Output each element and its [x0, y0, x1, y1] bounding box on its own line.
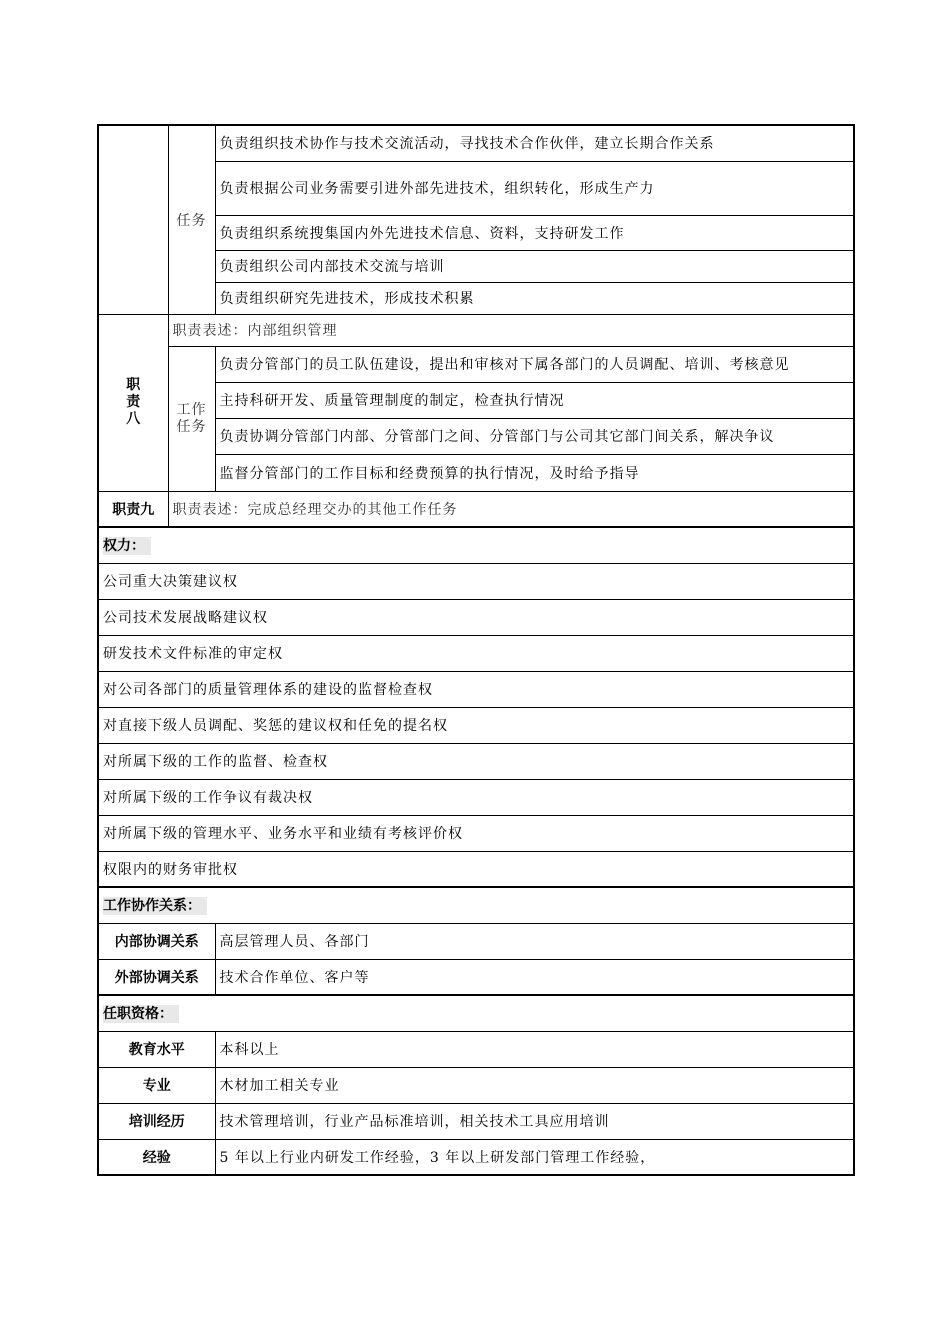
internal-relation-label: 内部协调关系	[98, 923, 215, 959]
job-description-document	[97, 124, 853, 1176]
qualification-value: 本科以上	[215, 1031, 854, 1067]
authority-item-row	[98, 599, 854, 635]
duty8-task-row	[98, 346, 854, 382]
authority-item: 公司重大决策建议权	[98, 563, 854, 599]
qualification-value: 5 年以上行业内研发工作经验，3 年以上研发部门管理工作经验，	[215, 1139, 854, 1175]
qualifications-header: 任职资格：	[103, 1005, 179, 1023]
duty8-label-char: 八	[126, 411, 141, 427]
authority-header-cell	[98, 527, 854, 563]
internal-relation-row	[98, 923, 854, 959]
duty9-label: 职责九	[98, 491, 168, 527]
prev-duty-label-cell	[98, 125, 168, 314]
qualification-row	[98, 1103, 854, 1139]
prev-duty-tasks-label: 任务	[168, 125, 215, 314]
external-relation-value: 技术合作单位、客户等	[215, 959, 854, 995]
authority-item-row	[98, 635, 854, 671]
authority-item: 对直接下级人员调配、奖惩的建议权和任免的提名权	[98, 707, 854, 743]
qualification-value: 技术管理培训，行业产品标准培训，相关技术工具应用培训	[215, 1103, 854, 1139]
duty8-tasks-label	[168, 346, 215, 491]
authority-item: 研发技术文件标准的审定权	[98, 635, 854, 671]
qualification-label: 培训经历	[98, 1103, 215, 1139]
authority-item: 公司技术发展战略建议权	[98, 599, 854, 635]
duty8-label-char: 职	[126, 377, 141, 393]
duty8-tasks-label-line: 工作	[176, 401, 207, 418]
prev-duty-task-row	[98, 125, 854, 161]
duty8-task: 监督分管部门的工作目标和经费预算的执行情况，及时给予指导	[215, 454, 854, 491]
duty8-statement: 职责表述：内部组织管理	[168, 314, 854, 346]
authority-header: 权力：	[103, 537, 151, 555]
authority-item-row	[98, 851, 854, 887]
qualification-label: 经验	[98, 1139, 215, 1175]
authority-item: 对所属下级的管理水平、业务水平和业绩有考核评价权	[98, 815, 854, 851]
duty8-label	[98, 314, 168, 491]
authority-item-row	[98, 743, 854, 779]
authority-item: 权限内的财务审批权	[98, 851, 854, 887]
qualification-row	[98, 1139, 854, 1175]
duty9-row	[98, 491, 854, 527]
prev-duty-task: 负责组织研究先进技术，形成技术积累	[215, 282, 854, 314]
duty8-tasks-label-line: 任务	[176, 418, 207, 435]
prev-duty-task: 负责组织系统搜集国内外先进技术信息、资料，支持研发工作	[215, 215, 854, 250]
duty8-task: 负责协调分管部门内部、分管部门之间、分管部门与公司其它部门间关系，解决争议	[215, 418, 854, 454]
duty8-task: 负责分管部门的员工队伍建设，提出和审核对下属各部门的人员调配、培训、考核意见	[215, 346, 854, 382]
qualification-value: 木材加工相关专业	[215, 1067, 854, 1103]
authority-item: 对公司各部门的质量管理体系的建设的监督检查权	[98, 671, 854, 707]
duty8-statement-row	[98, 314, 854, 346]
qualification-label: 教育水平	[98, 1031, 215, 1067]
duty8-label-char: 责	[126, 394, 141, 410]
duty9-statement: 职责表述：完成总经理交办的其他工作任务	[168, 491, 854, 527]
relations-header-cell	[98, 887, 854, 923]
qualification-row	[98, 1031, 854, 1067]
external-relation-label: 外部协调关系	[98, 959, 215, 995]
qualifications-header-cell	[98, 995, 854, 1031]
authority-item-row	[98, 779, 854, 815]
authority-item-row	[98, 671, 854, 707]
authority-item: 对所属下级的工作争议有裁决权	[98, 779, 854, 815]
relations-header: 工作协作关系：	[103, 897, 207, 915]
authority-item: 对所属下级的工作的监督、检查权	[98, 743, 854, 779]
authority-item-row	[98, 815, 854, 851]
authority-header-row	[98, 527, 854, 563]
qualification-row	[98, 1067, 854, 1103]
prev-duty-task: 负责组织技术协作与技术交流活动，寻找技术合作伙伴，建立长期合作关系	[215, 125, 854, 161]
internal-relation-value: 高层管理人员、各部门	[215, 923, 854, 959]
authority-item-row	[98, 563, 854, 599]
qualification-label: 专业	[98, 1067, 215, 1103]
prev-duty-task: 负责组织公司内部技术交流与培训	[215, 250, 854, 282]
external-relation-row	[98, 959, 854, 995]
job-description-table	[97, 124, 855, 1176]
prev-duty-task: 负责根据公司业务需要引进外部先进技术，组织转化，形成生产力	[215, 161, 854, 215]
authority-item-row	[98, 707, 854, 743]
duty8-task: 主持科研开发、质量管理制度的制定，检查执行情况	[215, 382, 854, 418]
qualifications-header-row	[98, 995, 854, 1031]
relations-header-row	[98, 887, 854, 923]
